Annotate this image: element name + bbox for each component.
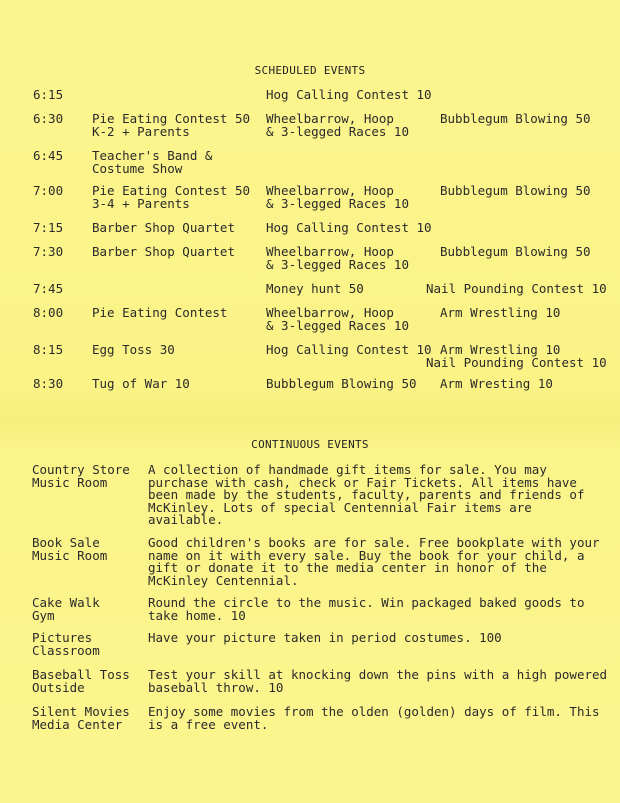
event-cell-3: Bubblegum Blowing 50 bbox=[440, 183, 591, 198]
event-location: Cake Walk Gym bbox=[32, 595, 100, 623]
event-cell-3: Arm Wresting 10 bbox=[440, 376, 553, 391]
event-cell-1: Tug of War 10 bbox=[92, 376, 190, 391]
event-description: Test your skill at knocking down the pins with a high powered baseball throw. 10 bbox=[148, 667, 608, 695]
event-cell-2: Hog Calling Contest 10 bbox=[266, 220, 432, 235]
event-location: Country Store Music Room bbox=[32, 462, 130, 490]
event-location: Baseball Toss Outside bbox=[32, 667, 130, 695]
time-cell: 7:15 bbox=[33, 220, 64, 235]
event-cell-3: Bubblegum Blowing 50 bbox=[440, 244, 591, 259]
event-cell-1: Pie Eating Contest 50 K-2 + Parents bbox=[92, 111, 251, 139]
event-cell-3: Nail Pounding Contest 10 bbox=[426, 281, 607, 296]
time-cell: 7:45 bbox=[33, 281, 64, 296]
event-cell-2: Money hunt 50 bbox=[266, 281, 364, 296]
event-cell-3: Arm Wrestling 10 bbox=[440, 305, 561, 320]
event-cell-1: Teacher's Band & Costume Show bbox=[92, 148, 213, 176]
event-cell-3: Bubblegum Blowing 50 bbox=[440, 111, 591, 126]
event-cell-3: Arm Wrestling 10 Nail Pounding Contest 10 bbox=[426, 342, 607, 370]
event-cell-2: Hog Calling Contest 10 bbox=[266, 342, 432, 357]
event-description: Good children's books are for sale. Free bookplate with your name on it with every sale. Buy the book for your child, a gift or donate it to the media center in honor of the McKinley Centennial. bbox=[148, 535, 600, 588]
time-cell: 6:15 bbox=[33, 87, 64, 102]
time-cell: 8:30 bbox=[33, 376, 64, 391]
event-cell-1: Pie Eating Contest 50 3-4 + Parents bbox=[92, 183, 251, 211]
event-cell-2: Hog Calling Contest 10 bbox=[266, 87, 432, 102]
event-cell-1: Pie Eating Contest bbox=[92, 305, 228, 320]
event-cell-2: Bubblegum Blowing 50 bbox=[266, 376, 417, 391]
event-description: A collection of handmade gift items for sale. You may purchase with cash, check or Fair Tickets. All items have been made by the students, faculty, parents and friends of McKinley. Lots of special Centennial Fair items are available. bbox=[148, 462, 585, 527]
event-description: Enjoy some movies from the olden (golden) days of film. This is a free event. bbox=[148, 704, 600, 732]
time-cell: 8:15 bbox=[33, 342, 64, 357]
event-location: Book Sale Music Room bbox=[32, 535, 108, 563]
event-description: Have your picture taken in period costumes. 100 bbox=[148, 630, 502, 645]
scheduled-events-heading: SCHEDULED EVENTS bbox=[254, 64, 366, 77]
event-cell-2: Wheelbarrow, Hoop & 3-legged Races 10 bbox=[266, 183, 409, 211]
continuous-events-heading: CONTINUOUS EVENTS bbox=[251, 438, 369, 451]
event-cell-1: Barber Shop Quartet bbox=[92, 244, 235, 259]
event-description: Round the circle to the music. Win packaged baked goods to take home. 10 bbox=[148, 595, 585, 623]
event-cell-2: Wheelbarrow, Hoop & 3-legged Races 10 bbox=[266, 305, 409, 333]
event-cell-2: Wheelbarrow, Hoop & 3-legged Races 10 bbox=[266, 244, 409, 272]
time-cell: 7:00 bbox=[33, 183, 64, 198]
event-location: Silent Movies Media Center bbox=[32, 704, 130, 732]
time-cell: 6:30 bbox=[33, 111, 64, 126]
event-location: Pictures Classroom bbox=[32, 630, 100, 658]
event-cell-2: Wheelbarrow, Hoop & 3-legged Races 10 bbox=[266, 111, 409, 139]
time-cell: 7:30 bbox=[33, 244, 64, 259]
event-cell-1: Barber Shop Quartet bbox=[92, 220, 235, 235]
event-cell-1: Egg Toss 30 bbox=[92, 342, 175, 357]
time-cell: 6:45 bbox=[33, 148, 64, 163]
time-cell: 8:00 bbox=[33, 305, 64, 320]
